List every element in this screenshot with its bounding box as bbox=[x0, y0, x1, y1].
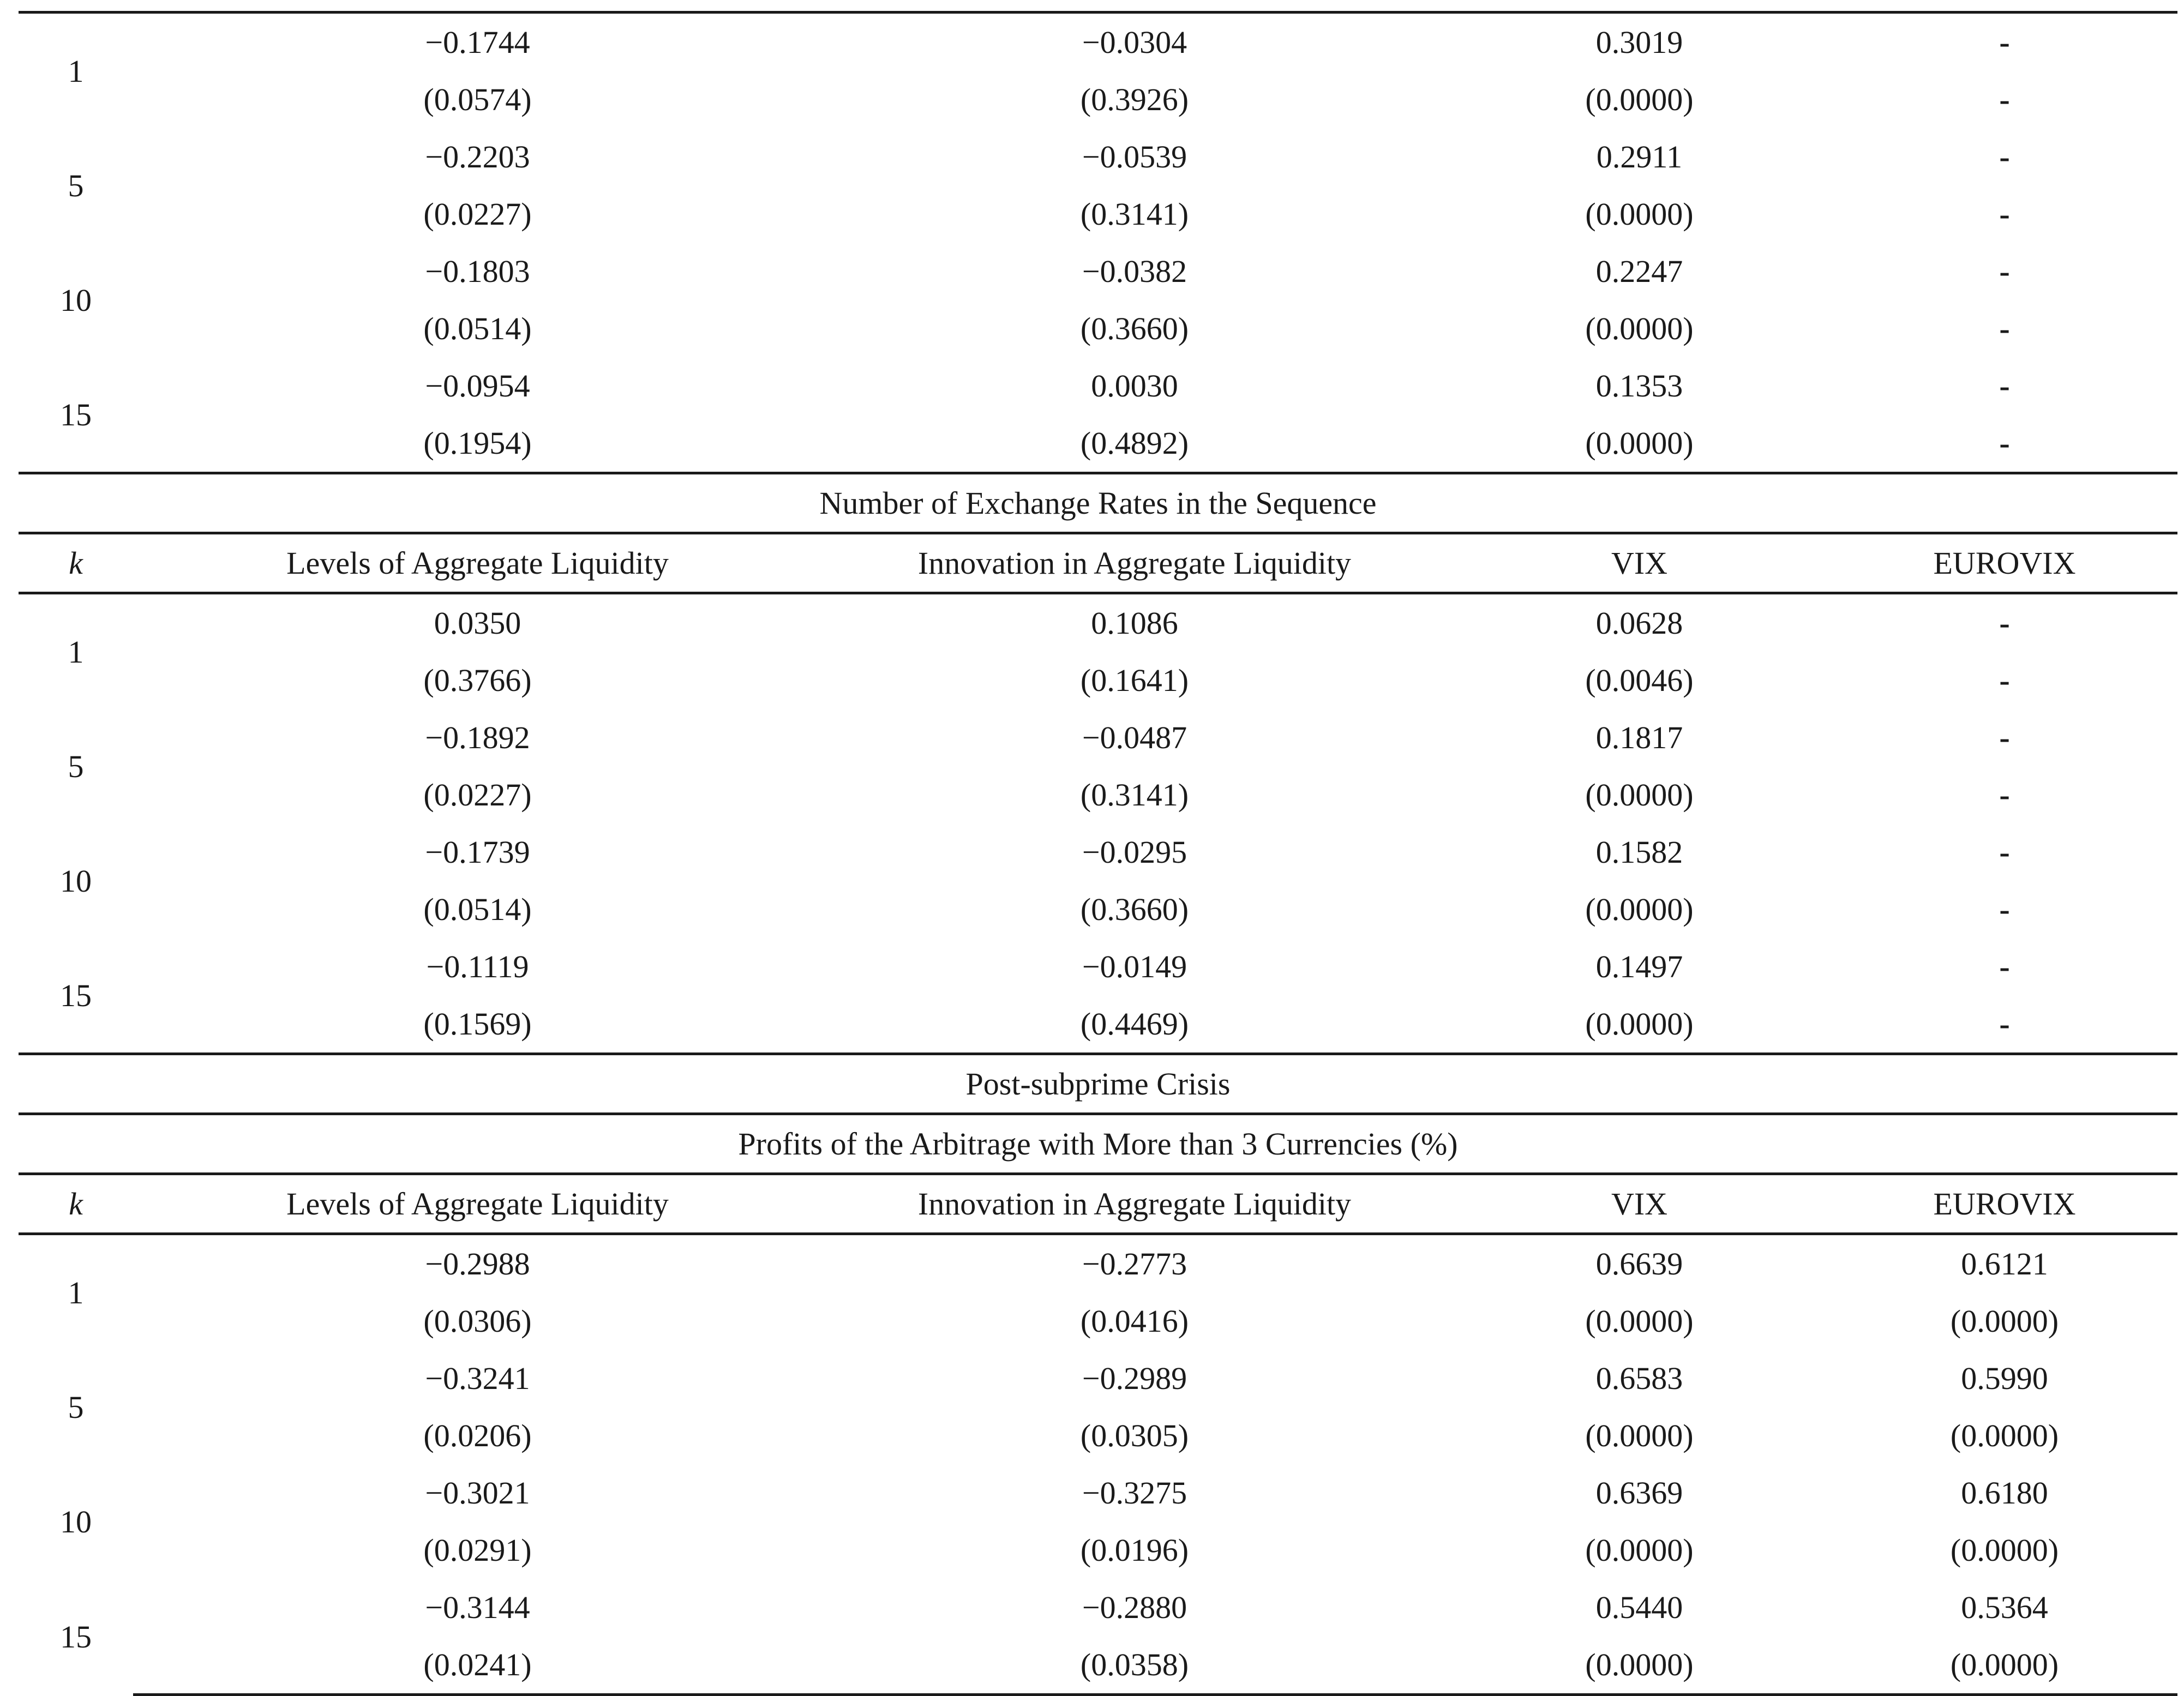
levels-aggregate-liquidity-cell: (0.0241) bbox=[133, 1636, 822, 1695]
eurovix-cell: (0.0000) bbox=[1832, 1636, 2177, 1695]
column-header-innovation-aggregate-liquidity: Innovation in Aggregate Liquidity bbox=[822, 1174, 1447, 1234]
k-value: 5 bbox=[68, 1389, 84, 1425]
levels-aggregate-liquidity-cell: −0.3021 bbox=[425, 1475, 530, 1511]
vix-cell: (0.0000) bbox=[1585, 892, 1694, 927]
innovation-aggregate-liquidity-cell: −0.2880 bbox=[1082, 1590, 1187, 1625]
eurovix-cell: - bbox=[1999, 1006, 2010, 1042]
levels-aggregate-liquidity-cell: −0.2988 bbox=[133, 1234, 822, 1293]
column-header-row bbox=[19, 1174, 2177, 1234]
eurovix-cell: (0.0000) bbox=[1950, 1418, 2059, 1453]
k-value: 1 bbox=[19, 13, 133, 129]
panel-heading: Number of Exchange Rates in the Sequence bbox=[19, 473, 2177, 533]
levels-aggregate-liquidity-cell: (0.0206) bbox=[423, 1418, 532, 1453]
vix-cell: 0.0628 bbox=[1447, 593, 1832, 652]
innovation-aggregate-liquidity-cell: (0.1641) bbox=[1080, 663, 1189, 698]
panel-heading-row bbox=[19, 1054, 2177, 1114]
eurovix-cell: - bbox=[1999, 139, 2010, 175]
innovation-aggregate-liquidity-cell: (0.3660) bbox=[1080, 311, 1189, 346]
coefficient-row bbox=[19, 938, 2177, 995]
levels-aggregate-liquidity-cell: −0.0954 bbox=[425, 368, 530, 404]
column-header-vix: VIX bbox=[1447, 533, 1832, 593]
innovation-aggregate-liquidity-cell: 0.0030 bbox=[1091, 368, 1178, 404]
k-value: 10 bbox=[60, 1503, 92, 1539]
innovation-aggregate-liquidity-cell: (0.0305) bbox=[1080, 1418, 1189, 1453]
levels-aggregate-liquidity-cell: (0.1954) bbox=[423, 425, 532, 461]
vix-cell: 0.1497 bbox=[1595, 949, 1683, 984]
eurovix-cell: - bbox=[1999, 663, 2010, 698]
eurovix-cell: - bbox=[1999, 196, 2010, 232]
panel-heading-row bbox=[19, 1114, 2177, 1174]
vix-cell: 0.6583 bbox=[1595, 1361, 1683, 1396]
innovation-aggregate-liquidity-cell: (0.0358) bbox=[822, 1636, 1447, 1695]
k-value: 1 bbox=[19, 1234, 133, 1350]
levels-aggregate-liquidity-cell: (0.0306) bbox=[423, 1303, 532, 1339]
eurovix-cell: - bbox=[1999, 425, 2010, 461]
vix-cell: 0.3019 bbox=[1447, 13, 1832, 71]
coefficient-row bbox=[19, 823, 2177, 881]
innovation-aggregate-liquidity-cell: (0.3141) bbox=[1080, 777, 1189, 813]
column-header-vix: VIX bbox=[1447, 1174, 1832, 1234]
levels-aggregate-liquidity-cell: 0.0350 bbox=[133, 593, 822, 652]
vix-cell: 0.1353 bbox=[1595, 368, 1683, 404]
levels-aggregate-liquidity-cell: (0.3766) bbox=[423, 663, 532, 698]
vix-cell: 0.1817 bbox=[1595, 720, 1683, 755]
eurovix-cell: 0.5364 bbox=[1961, 1590, 2048, 1625]
vix-cell: 0.2911 bbox=[1596, 139, 1683, 175]
levels-aggregate-liquidity-cell: (0.1569) bbox=[423, 1006, 532, 1042]
vix-cell: (0.0000) bbox=[1585, 1303, 1694, 1339]
eurovix-cell: 0.6180 bbox=[1961, 1475, 2048, 1511]
levels-aggregate-liquidity-cell: −0.3241 bbox=[425, 1361, 530, 1396]
eurovix-cell: - bbox=[1999, 720, 2010, 755]
coefficient-row bbox=[19, 1464, 2177, 1521]
p-value-row bbox=[19, 71, 2177, 128]
p-value-row bbox=[19, 1407, 2177, 1464]
column-header-eurovix: EUROVIX bbox=[1832, 1174, 2177, 1234]
p-value-row bbox=[19, 1521, 2177, 1579]
vix-cell: (0.0000) bbox=[1585, 311, 1694, 346]
coefficient-row bbox=[19, 1579, 2177, 1636]
vix-cell: 0.6639 bbox=[1447, 1234, 1832, 1293]
levels-aggregate-liquidity-cell: −0.1892 bbox=[425, 720, 530, 755]
innovation-aggregate-liquidity-cell: (0.4469) bbox=[1080, 1006, 1189, 1042]
coefficient-row bbox=[19, 593, 2177, 652]
levels-aggregate-liquidity-cell: −0.3144 bbox=[425, 1590, 530, 1625]
coefficient-row bbox=[19, 1350, 2177, 1407]
vix-cell: 0.6369 bbox=[1595, 1475, 1683, 1511]
vix-cell: (0.0000) bbox=[1585, 196, 1694, 232]
vix-cell: (0.0000) bbox=[1585, 777, 1694, 813]
innovation-aggregate-liquidity-cell: −0.0304 bbox=[822, 13, 1447, 71]
vix-cell: 0.1582 bbox=[1595, 834, 1683, 870]
results-table bbox=[19, 11, 2177, 1696]
column-header-innovation-aggregate-liquidity: Innovation in Aggregate Liquidity bbox=[822, 533, 1447, 593]
innovation-aggregate-liquidity-cell: −0.0539 bbox=[1082, 139, 1187, 175]
innovation-aggregate-liquidity-cell: −0.0382 bbox=[1082, 254, 1187, 289]
innovation-aggregate-liquidity-cell: −0.3275 bbox=[1082, 1475, 1187, 1511]
coefficient-row bbox=[19, 709, 2177, 766]
vix-cell: (0.0000) bbox=[1585, 425, 1694, 461]
levels-aggregate-liquidity-cell: −0.2203 bbox=[425, 139, 530, 175]
levels-aggregate-liquidity-cell: (0.0227) bbox=[423, 196, 532, 232]
eurovix-cell: - bbox=[1999, 254, 2010, 289]
coefficient-row bbox=[19, 1234, 2177, 1293]
eurovix-cell: - bbox=[1999, 82, 2010, 117]
innovation-aggregate-liquidity-cell: 0.1086 bbox=[822, 593, 1447, 652]
vix-cell: 0.2247 bbox=[1595, 254, 1683, 289]
k-value: 5 bbox=[68, 748, 84, 784]
levels-aggregate-liquidity-cell: (0.0574) bbox=[423, 82, 532, 117]
column-header-levels-aggregate-liquidity: Levels of Aggregate Liquidity bbox=[133, 533, 822, 593]
p-value-row bbox=[19, 414, 2177, 473]
eurovix-cell: - bbox=[1832, 593, 2177, 652]
eurovix-cell: 0.5990 bbox=[1961, 1361, 2048, 1396]
levels-aggregate-liquidity-cell: −0.1119 bbox=[426, 949, 529, 984]
eurovix-cell: - bbox=[1832, 13, 2177, 71]
panel-heading: Post-subprime Crisis bbox=[19, 1054, 2177, 1114]
vix-cell: (0.0046) bbox=[1585, 663, 1694, 698]
k-value: 10 bbox=[60, 282, 92, 318]
coefficient-row bbox=[19, 243, 2177, 300]
innovation-aggregate-liquidity-cell: −0.0487 bbox=[1082, 720, 1187, 755]
vix-cell: (0.0000) bbox=[1585, 1006, 1694, 1042]
levels-aggregate-liquidity-cell: −0.1803 bbox=[425, 254, 530, 289]
column-header-levels-aggregate-liquidity: Levels of Aggregate Liquidity bbox=[133, 1174, 822, 1234]
p-value-row bbox=[19, 1292, 2177, 1350]
innovation-aggregate-liquidity-cell: (0.3926) bbox=[1080, 82, 1189, 117]
column-header-k: k bbox=[19, 1174, 133, 1234]
levels-aggregate-liquidity-cell: (0.0291) bbox=[423, 1532, 532, 1568]
levels-aggregate-liquidity-cell: −0.1739 bbox=[425, 834, 530, 870]
k-value: 10 bbox=[60, 863, 92, 899]
eurovix-cell: (0.0000) bbox=[1950, 1532, 2059, 1568]
innovation-aggregate-liquidity-cell: (0.3141) bbox=[1080, 196, 1189, 232]
eurovix-cell: - bbox=[1999, 368, 2010, 404]
p-value-row bbox=[19, 881, 2177, 938]
vix-cell: (0.0000) bbox=[1585, 82, 1694, 117]
eurovix-cell: 0.6121 bbox=[1832, 1234, 2177, 1293]
p-value-row bbox=[19, 995, 2177, 1054]
coefficient-row bbox=[19, 128, 2177, 185]
innovation-aggregate-liquidity-cell: (0.3660) bbox=[1080, 892, 1189, 927]
levels-aggregate-liquidity-cell: (0.0227) bbox=[423, 777, 532, 813]
vix-cell: (0.0000) bbox=[1585, 1418, 1694, 1453]
eurovix-cell: - bbox=[1999, 777, 2010, 813]
column-header-eurovix: EUROVIX bbox=[1832, 533, 2177, 593]
eurovix-cell: - bbox=[1999, 949, 2010, 984]
eurovix-cell: - bbox=[1999, 834, 2010, 870]
levels-aggregate-liquidity-cell: (0.0514) bbox=[423, 311, 532, 346]
vix-cell: (0.0000) bbox=[1447, 1636, 1832, 1695]
eurovix-cell: (0.0000) bbox=[1950, 1303, 2059, 1339]
vix-cell: (0.0000) bbox=[1585, 1532, 1694, 1568]
p-value-row bbox=[19, 185, 2177, 243]
innovation-aggregate-liquidity-cell: (0.0196) bbox=[1080, 1532, 1189, 1568]
k-value: 15 bbox=[60, 396, 92, 432]
innovation-aggregate-liquidity-cell: −0.2989 bbox=[1082, 1361, 1187, 1396]
p-value-row bbox=[19, 300, 2177, 357]
panel-heading: Profits of the Arbitrage with More than 3 Currencies (%) bbox=[19, 1114, 2177, 1174]
innovation-aggregate-liquidity-cell: −0.2773 bbox=[822, 1234, 1447, 1293]
k-value: 15 bbox=[60, 1619, 92, 1655]
k-value: 1 bbox=[19, 593, 133, 709]
eurovix-cell: - bbox=[1999, 311, 2010, 346]
p-value-row bbox=[19, 1636, 2177, 1695]
innovation-aggregate-liquidity-cell: −0.0149 bbox=[1082, 949, 1187, 984]
levels-aggregate-liquidity-cell: (0.0514) bbox=[423, 892, 532, 927]
innovation-aggregate-liquidity-cell: (0.0416) bbox=[1080, 1303, 1189, 1339]
innovation-aggregate-liquidity-cell: (0.4892) bbox=[1080, 425, 1189, 461]
p-value-row bbox=[19, 652, 2177, 709]
column-header-row bbox=[19, 533, 2177, 593]
k-value: 15 bbox=[60, 977, 92, 1013]
innovation-aggregate-liquidity-cell: −0.0295 bbox=[1082, 834, 1187, 870]
eurovix-cell: - bbox=[1999, 892, 2010, 927]
regression-results-document bbox=[19, 11, 2177, 1696]
levels-aggregate-liquidity-cell: −0.1744 bbox=[133, 13, 822, 71]
k-value: 5 bbox=[68, 167, 84, 203]
p-value-row bbox=[19, 766, 2177, 823]
coefficient-row bbox=[19, 357, 2177, 414]
panel-heading-row bbox=[19, 473, 2177, 533]
column-header-k: k bbox=[19, 533, 133, 593]
coefficient-row bbox=[19, 13, 2177, 71]
vix-cell: 0.5440 bbox=[1595, 1590, 1683, 1625]
